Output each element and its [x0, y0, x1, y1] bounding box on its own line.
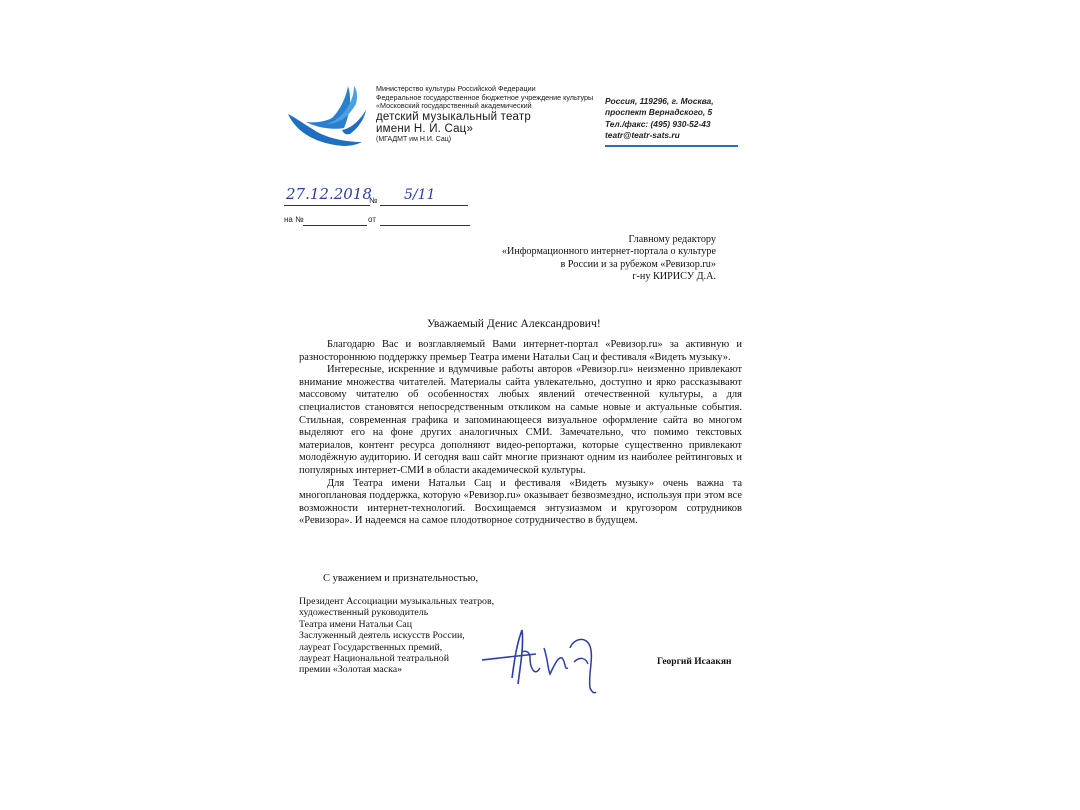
body-paragraph: Для Театра имени Натальи Сац и фестиваля «Видеть музыку» очень важна та многоплановая поддержка, которую «Ревизор.ru» оказывает безвозмездно, используя при этом все возможности интернет-технологий. Восхищаемся энтузиазмом и кругозором сотрудников «Ревизора». И надеемся на самое плодотворное сотрудничество в будущем. — [299, 477, 742, 527]
institution-type-text: Федеральное государственное бюджетное учреждение культуры — [376, 92, 594, 102]
signer-name: Георгий Исаакян — [657, 657, 732, 667]
addressee-block — [502, 234, 716, 284]
theatre-logo — [286, 84, 368, 154]
signer-title-line: лауреат Национальной театральной — [299, 653, 450, 665]
phone-line: Тел./факс: (495) 930-52-43 — [605, 118, 711, 129]
date-underline — [284, 205, 370, 206]
body-paragraph: Благодарю Вас и возглавляемый Вами интернет-портал «Ревизор.ru» за активную и разностороннюю поддержку премьер Театра имени Натальи Сац и фестиваля «Видеть музыку». — [299, 339, 742, 363]
outgoing-number: 5/11 — [404, 187, 436, 203]
signer-title-line: премии «Золотая маска» — [299, 664, 403, 676]
signer-title-line: лауреат Государственных премий, — [299, 641, 443, 653]
addressee-line2: «Информационного интернет-портала о культуре — [501, 246, 716, 258]
addressee-line3: в России и за рубежом «Ревизор.ru» — [560, 258, 716, 270]
from-label: от — [368, 215, 376, 224]
from-underline — [380, 225, 470, 226]
signature-icon — [478, 618, 608, 698]
reference-label: на № — [284, 215, 304, 224]
closing-phrase: С уважением и признательностью, — [323, 573, 479, 584]
signer-titles — [299, 596, 494, 676]
address-line2: проспект Вернадского, 5 — [605, 107, 713, 118]
outgoing-date: 27.12.2018 — [286, 185, 372, 203]
addressee-line1: Главному редактору — [628, 234, 716, 245]
address-line1: Россия, 119296, г. Москва, — [605, 96, 714, 106]
email-line: teatr@teatr-sats.ru — [605, 130, 680, 141]
signer-title-line: Театра имени Натальи Сац — [299, 618, 413, 630]
number-label: № — [369, 196, 378, 205]
address-block — [605, 96, 714, 142]
body-paragraph: Интересные, искренние и вдумчивые работы авторов «Ревизор.ru» неизменно привлекают внимание множества читателей. Материалы сайта увлекательно, доступно и ярко рассказывают массовому читателю об особенностях любых явлений отечественной культуры, а для специалистов становятся непосредственным откликом на самые новые и актуальные события. Стильная, современная графика и запоминающееся визуальное оформление сайта во многом выделяют его на фоне других аналогичных СМИ. Замечательно, что помимо текстовых материалов, контент ресурса дополняют видео-репортажи, которые существенно привлекают молодёжную аудиторию. И сегодня ваш сайт многие признают одним из наиболее рейтинговых и популярных интернет-СМИ в области академической культуры. — [299, 364, 742, 476]
salutation: Уважаемый Денис Александрович! — [427, 317, 601, 330]
organization-block — [376, 85, 593, 144]
theatre-abbreviation: (МГАДМТ им Н.И. Сац) — [376, 135, 452, 143]
ministry-text: Министерство культуры Российской Федерации — [376, 84, 536, 93]
addressee-line4: г-ну КИРИСУ Д.А. — [632, 271, 716, 283]
signer-title-line: Заслуженный деятель искусств России, — [299, 630, 465, 642]
theatre-name-line2: имени Н. И. Сац» — [376, 122, 474, 135]
address-divider — [605, 145, 738, 147]
signer-title-line: художественный руководитель — [299, 607, 429, 619]
signer-title-line: Президент Ассоциации музыкальных театров, — [299, 596, 495, 607]
letter-body — [299, 339, 742, 528]
reference-underline — [303, 225, 367, 226]
institution-name-text: «Московский государственный академический — [376, 101, 532, 111]
theatre-name-line1: детский музыкальный театр — [376, 110, 531, 123]
number-underline — [380, 205, 468, 206]
